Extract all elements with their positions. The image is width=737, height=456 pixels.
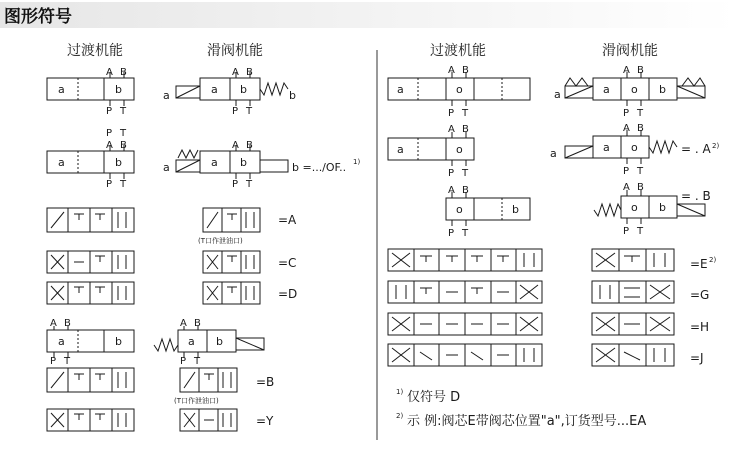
label-a: a — [397, 83, 404, 96]
label-a: a — [163, 161, 170, 174]
right-strip-row-2 — [388, 281, 542, 303]
port-T: T — [462, 228, 469, 239]
port-P: P — [448, 168, 455, 179]
left-spool-symbol-3 — [154, 318, 264, 367]
right-strip-row-1 — [388, 249, 542, 271]
port-B: B — [246, 140, 253, 151]
port-A: A — [448, 65, 455, 76]
left-transition-symbol-3 — [47, 318, 134, 367]
left-transition-symbol-2 — [47, 128, 134, 190]
eq-Y: =Y — [256, 414, 274, 428]
port-P: P — [106, 179, 113, 190]
port-A: A — [180, 318, 187, 329]
right-spool-strip-G — [592, 281, 709, 303]
eq-G: =G — [690, 288, 710, 302]
eq-J: =J — [690, 351, 704, 365]
port-P: P — [623, 108, 630, 119]
label-b: b — [240, 156, 247, 169]
port-B: B — [64, 318, 71, 329]
eq-dot-B: = . B — [681, 189, 711, 203]
port-B: B — [637, 182, 644, 193]
port-T: T — [64, 356, 71, 367]
right-transition-symbol-3 — [446, 185, 530, 239]
label-b: b — [240, 83, 247, 96]
heading-left-transition: 过渡机能 — [67, 43, 123, 59]
eq-A: =A — [278, 213, 297, 227]
port-T: T — [120, 179, 127, 190]
port-A: A — [623, 65, 630, 76]
left-spool-symbol-2 — [163, 140, 360, 190]
left-strip-row-4 — [47, 368, 134, 392]
label-a: a — [550, 147, 557, 160]
label-a: a — [603, 141, 610, 154]
port-B: B — [637, 65, 644, 76]
port-B: B — [194, 318, 201, 329]
left-spool-strip-B — [174, 368, 274, 405]
port-P: P — [106, 106, 113, 117]
label-a: a — [58, 335, 65, 348]
label-a: a — [211, 83, 218, 96]
label-o: o — [456, 83, 463, 96]
label-a: a — [58, 156, 65, 169]
port-T: T — [194, 356, 201, 367]
label-a: a — [397, 143, 404, 156]
port-B: B — [462, 124, 469, 135]
port-P: P — [180, 356, 187, 367]
port-T: T — [120, 128, 127, 139]
heading-left-spool: 滑阀机能 — [207, 43, 263, 59]
label-o: o — [631, 201, 638, 214]
note-ref-1: 1) — [353, 158, 361, 166]
of-callout: b =.../OF.. — [292, 161, 347, 174]
port-P: P — [232, 106, 239, 117]
footnote-2-text: 示 例:阀芯E带阀芯位置"a",订货型号...EA — [407, 414, 647, 429]
port-T: T — [246, 179, 253, 190]
right-spool-symbol-1 — [554, 65, 705, 119]
port-A: A — [448, 185, 455, 196]
right-strip-row-4 — [388, 344, 542, 366]
right-spool-strip-H — [592, 313, 709, 335]
left-transition-symbol-1 — [47, 67, 134, 117]
port-B: B — [120, 67, 127, 78]
label-a: a — [58, 83, 65, 96]
label-b: b — [659, 83, 666, 96]
footnote-2-mark: 2) — [396, 412, 404, 420]
eq-C: =C — [278, 256, 297, 270]
label-o: o — [456, 203, 463, 216]
left-strip-row-5 — [47, 409, 134, 431]
port-B: B — [120, 140, 127, 151]
port-A: A — [623, 123, 630, 134]
t-drain-note: (T口作泄油口) — [174, 397, 219, 405]
heading-right-transition: 过渡机能 — [430, 43, 486, 59]
port-T: T — [462, 168, 469, 179]
port-P: P — [50, 356, 57, 367]
port-B: B — [246, 67, 253, 78]
port-T: T — [637, 226, 644, 237]
port-P: P — [448, 228, 455, 239]
port-A: A — [448, 124, 455, 135]
right-strip-row-3 — [388, 313, 542, 335]
port-T: T — [637, 108, 644, 119]
port-T: T — [462, 108, 469, 119]
note-ref-2: 2) — [712, 142, 720, 150]
left-strip-row-1 — [47, 208, 134, 232]
left-strip-row-2 — [47, 251, 134, 273]
left-spool-strip-Y — [180, 409, 274, 431]
port-A: A — [106, 67, 113, 78]
label-a: a — [554, 88, 561, 101]
eq-dot-A: = . A — [681, 142, 711, 156]
port-A: A — [232, 140, 239, 151]
label-a: a — [211, 156, 218, 169]
label-a: a — [163, 89, 170, 102]
right-spool-symbol-2 — [550, 123, 719, 177]
footnote-1-mark: 1) — [396, 388, 404, 396]
port-B: B — [637, 123, 644, 134]
heading-right-spool: 滑阀机能 — [602, 43, 658, 59]
label-b: b — [115, 156, 122, 169]
label-a: a — [188, 335, 195, 348]
label-o: o — [631, 141, 638, 154]
footnote-1-text: 仅符号 D — [407, 390, 461, 405]
port-T: T — [246, 106, 253, 117]
left-spool-symbol-1 — [163, 67, 296, 117]
eq-D: =D — [278, 287, 298, 301]
port-P: P — [448, 108, 455, 119]
port-P: P — [106, 128, 113, 139]
left-spool-strip-C — [203, 251, 296, 273]
port-A: A — [106, 140, 113, 151]
label-b: b — [115, 335, 122, 348]
eq-H: =H — [690, 320, 710, 334]
port-P: P — [623, 226, 630, 237]
label-o: o — [631, 83, 638, 96]
port-A: A — [623, 182, 630, 193]
label-b: b — [512, 203, 519, 216]
right-spool-strip-E — [592, 249, 716, 271]
note-ref-2: 2) — [709, 256, 717, 264]
label-b: b — [289, 89, 296, 102]
label-o: o — [456, 143, 463, 156]
port-T: T — [120, 106, 127, 117]
page-title: 图形符号 — [4, 7, 72, 27]
label-b: b — [659, 201, 666, 214]
label-b: b — [115, 83, 122, 96]
eq-B: =B — [256, 375, 275, 389]
label-b: b — [216, 335, 223, 348]
t-drain-note: (T口作泄油口) — [198, 237, 243, 245]
footnotes — [396, 388, 646, 429]
left-spool-strip-A — [198, 208, 297, 245]
port-A: A — [232, 67, 239, 78]
port-P: P — [232, 179, 239, 190]
port-P: P — [623, 166, 630, 177]
label-a: a — [603, 83, 610, 96]
left-strip-row-3 — [47, 282, 134, 304]
port-B: B — [462, 185, 469, 196]
right-transition-symbol-1 — [388, 65, 530, 119]
right-transition-symbol-2 — [388, 124, 474, 179]
port-A: A — [50, 318, 57, 329]
right-spool-symbol-3 — [594, 182, 711, 237]
right-spool-strip-J — [592, 344, 704, 366]
port-T: T — [637, 166, 644, 177]
port-B: B — [462, 65, 469, 76]
eq-E: =E — [690, 257, 708, 271]
left-spool-strip-D — [203, 282, 297, 304]
